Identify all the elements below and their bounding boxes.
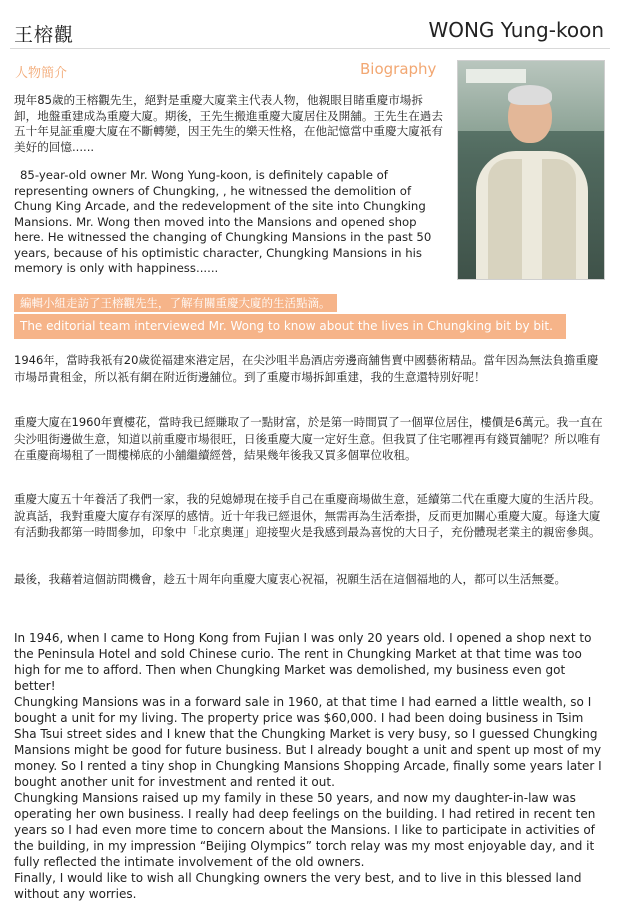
biography-english: 85-year-old owner Mr. Wong Yung-koon, is definitely capable of representing owners of Chungking, , he witnessed the demolition of Chung King Arcade, and the redevelopment of the site into Chungking Mansions. Mr. Wong then moved into the Mansions and opened shop here. He witnessed the changing of Chungking Mansions in the past 50 years, because of his optimistic character, Chungking Mansions in his memory is only with happiness...... (14, 168, 432, 275)
story-zh-paragraph: 最後，我藉着這個訪問機會，趁五十周年向重慶大廈衷心祝福，祝願生活在這個福地的人，都可以生活無憂。 (14, 572, 566, 586)
banner-chinese: 編輯小組走訪了王榕觀先生，了解有關重慶大廈的生活點滴。 (14, 294, 337, 312)
biography-chinese: 現年85歲的王榕觀先生，絕對是重慶大廈業主代表人物，他親眼目睹重慶市場拆卸，地盤重建成為重慶大廈。期後，王先生搬進重慶大廈居住及開舖。王先生在過去五十年見証重慶大廈在不斷轉變，因王先生的樂天性格，在他記憶當中重慶大廈祇有美好的回憶...... (14, 93, 443, 154)
interview-banner (14, 292, 566, 339)
header-divider (10, 48, 610, 49)
photo-background-sign (466, 69, 526, 83)
story-en-paragraph: Chungking Mansions raised up my family in these 50 years, and now my daughter-in-law was operating her own business. I really had deep feelings on the building. I had retired in recent ten years so I had even more time to concern about the Mansions. I like to participate in activities of the building, in my impression “Beijing Olympics” torch relay was my most enjoyable day, and it fully reflected the intimate involvement of the old owners. (14, 791, 596, 869)
story-zh-paragraph: 重慶大廈在1960年賣樓花，當時我已經賺取了一點財富，於是第一時間買了一個單位居住，樓價是6萬元。我一直在尖沙咀街邊做生意，知道以前重慶市場很旺，日後重慶大廈一定好生意。但我買了住宅哪裡再有錢買舖呢？所以唯有在重慶商場租了一間樓梯底的小舖繼續經營，結果幾年後我又買多個單位收租。 (14, 415, 603, 462)
photo-figure-hair (508, 85, 552, 105)
story-zh-paragraph: 1946年，當時我祇有20歲從福建來港定居，在尖沙咀半島酒店旁邊商舖售賣中國藝術精品。當年因為無法負擔重慶市場昂貴租金，所以祇有網在附近街邊舖位。到了重慶市場拆卸重建，我的生意還特別好呢！ (14, 353, 599, 384)
section-label-english: Biography (360, 60, 437, 78)
story-en-paragraph: In 1946, when I came to Hong Kong from Fujian I was only 20 years old. I opened a shop next to the Peninsula Hotel and sold Chinese curio. The rent in Chungking Market at that time was too high for me to afford. Then when Chungking Market was demolished, my business even got better! (14, 631, 592, 693)
photo-figure-vest-right (542, 159, 576, 280)
story-en-paragraph: Chungking Mansions was in a forward sale in 1960, at that time I had earned a little wealth, so I bought a unit for my living. The property price was $60,000. I had been doing business in Tsim Sha Tsui street sides and I knew that the Chungking Market is very busy, so I guessed Chungking Mansions might be good for future business. But I already bought a unit and spent up most of my money. So I rented a tiny shop in Chungking Mansions Shopping Arcade, finally some years later I bought another unit for investment and rented it out. (14, 695, 602, 789)
banner-english: The editorial team interviewed Mr. Wong to know about the lives in Chungking bit by bit. (14, 314, 566, 339)
section-label-chinese: 人物簡介 (15, 66, 68, 81)
story-english (14, 630, 606, 902)
story-zh-paragraph: 重慶大廈五十年養活了我們一家，我的兒媳婦現在接手自己在重慶商場做生意，延續第二代在重慶大廈的生活片段。說真話，我對重慶大廈存有深厚的感情。近十年我已經退休，無需再為生活牽掛，反而更加關心重慶大廈。每逢大廈有活動我都第一時間參加，印象中「北京奧運」迎接聖火是我感到最為喜悅的大日子，充份體現老業主的親密參與。 (14, 492, 601, 539)
portrait-photo (457, 60, 605, 280)
name-chinese: 王榕觀 (14, 24, 75, 46)
name-english: WONG Yung-koon (428, 18, 604, 42)
photo-figure-vest-left (488, 159, 522, 280)
story-en-paragraph: Finally, I would like to wish all Chungking owners the very best, and to live in this blessed land without any worries. (14, 871, 582, 901)
